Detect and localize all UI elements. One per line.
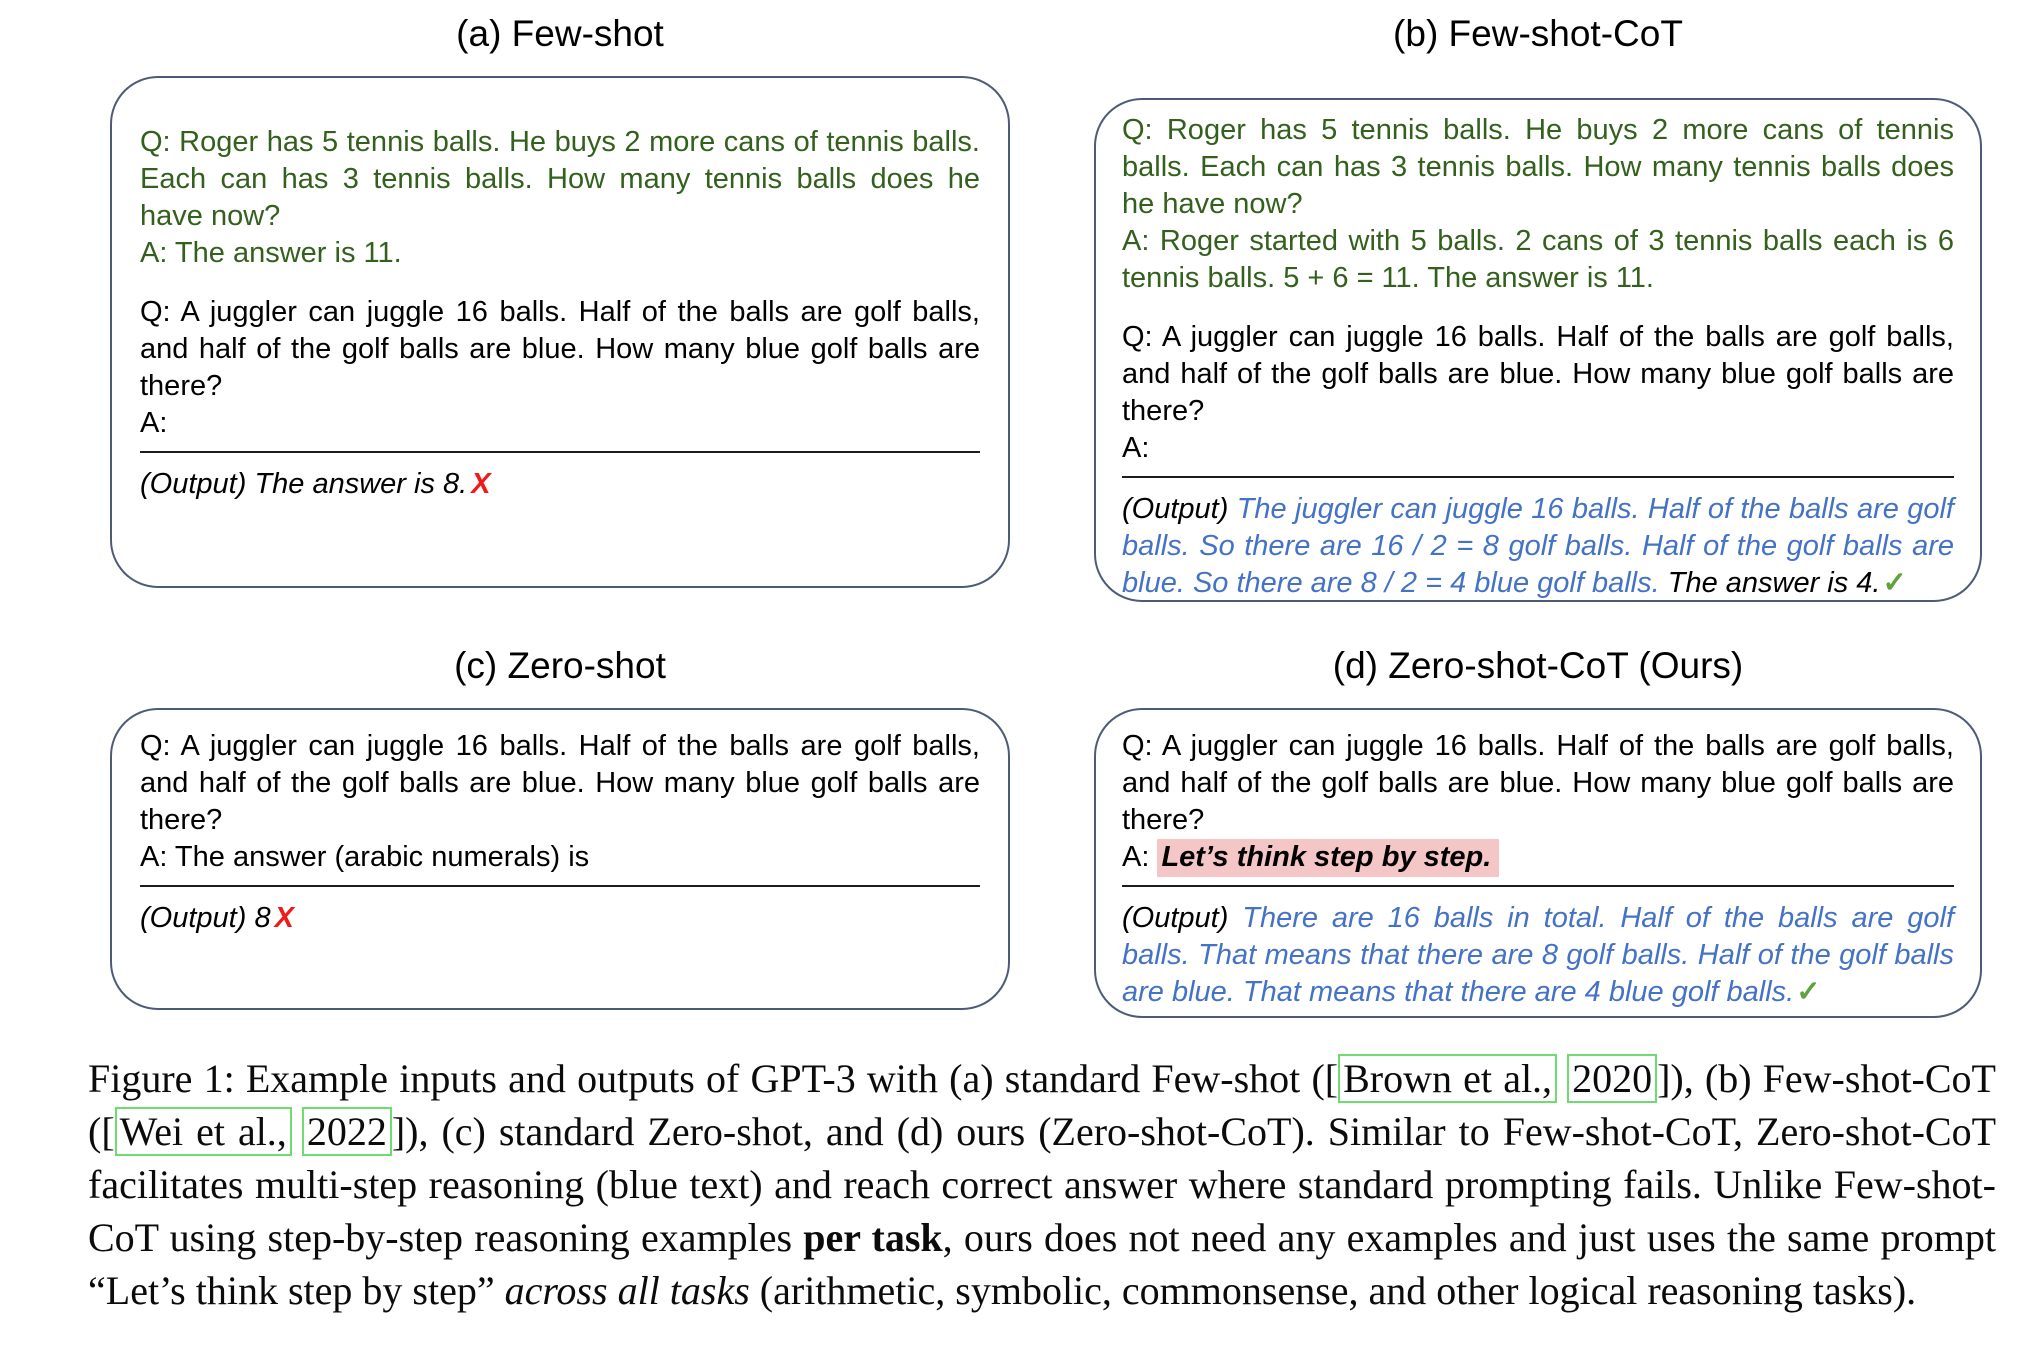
caption-text: , ours does not need any examples and just uses the same prompt “Let’s think step by step”: [88, 1215, 1997, 1313]
panel-d-output-label: (Output): [1122, 902, 1229, 934]
figure-caption: [88, 1052, 1996, 1317]
panel-few-shot: [110, 10, 1010, 588]
panel-b-output-line: [1122, 491, 1954, 602]
caption-emphasis-per-task: per task: [803, 1215, 943, 1260]
step-by-step-prompt-highlight: Let’s think step by step.: [1157, 839, 1499, 877]
panel-a-example-answer: A: The answer is 11.: [140, 237, 402, 269]
panel-d-output-divider: [1122, 885, 1954, 887]
panel-few-shot-cot: [1094, 10, 1982, 602]
panel-d-answer-line: [1122, 839, 1954, 876]
panel-c-answer-prompt: A: The answer (arabic numerals) is: [140, 841, 590, 873]
wrong-mark-icon: X: [471, 468, 491, 500]
panel-a-output-divider: [140, 451, 980, 453]
caption-text: ]), (c) standard Zero-shot, and (d) ours (Zero-shot-CoT). Similar to Few-shot-CoT, Zero-shot-CoT facilitates multi-step reasoning (blue text) and reach correct answer where standard prompting fails. Unlike Few-shot-CoT using step-by-step reasoning examples: [88, 1109, 1996, 1260]
panel-b-example-answer: A: Roger started with 5 balls. 2 cans of 3 tennis balls each is 6 tennis balls. 5 + 6 = 11. The answer is 11.: [1122, 225, 1954, 294]
citation-link-wei-2022[interactable]: Wei et al.,: [115, 1107, 292, 1156]
panel-c-output-label: (Output): [140, 902, 247, 934]
wrong-mark-icon: X: [274, 902, 294, 934]
panel-b-output-divider: [1122, 476, 1954, 478]
citation-link-brown-2020-year[interactable]: 2020: [1567, 1054, 1657, 1103]
panel-d-title: (d) Zero-shot-CoT (Ours): [1332, 645, 1744, 686]
caption-text: (arithmetic, symbolic, commonsense, and other logical reasoning tasks).: [749, 1268, 1917, 1313]
panel-b-box: [1094, 98, 1982, 602]
caption-emphasis-across-all-tasks: across all tasks: [504, 1268, 750, 1313]
panel-b-output-answer: The answer is 4.: [1667, 567, 1881, 599]
panel-d-box: [1094, 708, 1982, 1018]
panel-a-example-question: Q: Roger has 5 tennis balls. He buys 2 more cans of tennis balls. Each can has 3 tennis balls. How many tennis balls does he have now?: [140, 126, 980, 232]
check-mark-icon: ✓: [1882, 567, 1907, 599]
panel-b-task-question: Q: A juggler can juggle 16 balls. Half of the balls are golf balls, and half of the golf balls are blue. How many blue golf balls are there?: [1122, 321, 1954, 427]
panel-zero-shot-cot: [1094, 642, 1982, 1018]
panel-b-title: (b) Few-shot-CoT: [1393, 13, 1683, 54]
panel-b-output-label: (Output): [1122, 493, 1229, 525]
panel-c-title: (c) Zero-shot: [454, 645, 666, 686]
panel-a-answer-prompt: A:: [140, 407, 168, 439]
panel-d-answer-prompt: A:: [1122, 841, 1150, 873]
panel-a-output-label: (Output): [140, 468, 247, 500]
panel-a-output-text: The answer is 8.: [254, 468, 468, 500]
check-mark-icon: ✓: [1796, 976, 1821, 1008]
panel-a-task-question: Q: A juggler can juggle 16 balls. Half of the balls are golf balls, and half of the golf balls are blue. How many blue golf balls are there?: [140, 296, 980, 402]
panel-a-box: [110, 76, 1010, 588]
panel-c-output-divider: [140, 885, 980, 887]
caption-text: Figure 1: Example inputs and outputs of GPT-3 with (a) standard Few-shot ([: [88, 1056, 1339, 1101]
caption-text: ]), (b) Few-shot-CoT ([: [88, 1056, 1996, 1154]
citation-link-wei-2022-year[interactable]: 2022: [302, 1107, 392, 1156]
panel-a-title: (a) Few-shot: [456, 13, 664, 54]
panel-c-box: [110, 708, 1010, 1010]
panel-c-task-question: Q: A juggler can juggle 16 balls. Half of the balls are golf balls, and half of the golf balls are blue. How many blue golf balls are there?: [140, 730, 980, 836]
panel-d-output-reasoning: There are 16 balls in total. Half of the balls are golf balls. That means that there are 8 golf balls. Half of the golf balls are blue. That means that there are 4 blue golf balls.: [1122, 902, 1954, 1008]
panel-d-task-question: Q: A juggler can juggle 16 balls. Half of the balls are golf balls, and half of the golf balls are blue. How many blue golf balls are there?: [1122, 730, 1954, 836]
panel-c-output-line: [140, 900, 980, 937]
citation-link-brown-2020[interactable]: Brown et al.,: [1338, 1054, 1557, 1103]
panel-d-output-line: [1122, 900, 1954, 1011]
panel-b-example-question: Q: Roger has 5 tennis balls. He buys 2 more cans of tennis balls. Each can has 3 tennis balls. How many tennis balls does he have now?: [1122, 114, 1954, 220]
panel-b-answer-prompt: A:: [1122, 432, 1150, 464]
panel-zero-shot: [110, 642, 1010, 1010]
panel-c-output-text: 8: [254, 902, 271, 934]
panel-a-output-line: [140, 466, 980, 503]
panel-b-output-reasoning: The juggler can juggle 16 balls. Half of the balls are golf balls. So there are 16 / 2 = 8 golf balls. Half of the golf balls are blue. So there are 8 / 2 = 4 blue golf balls.: [1122, 493, 1954, 599]
